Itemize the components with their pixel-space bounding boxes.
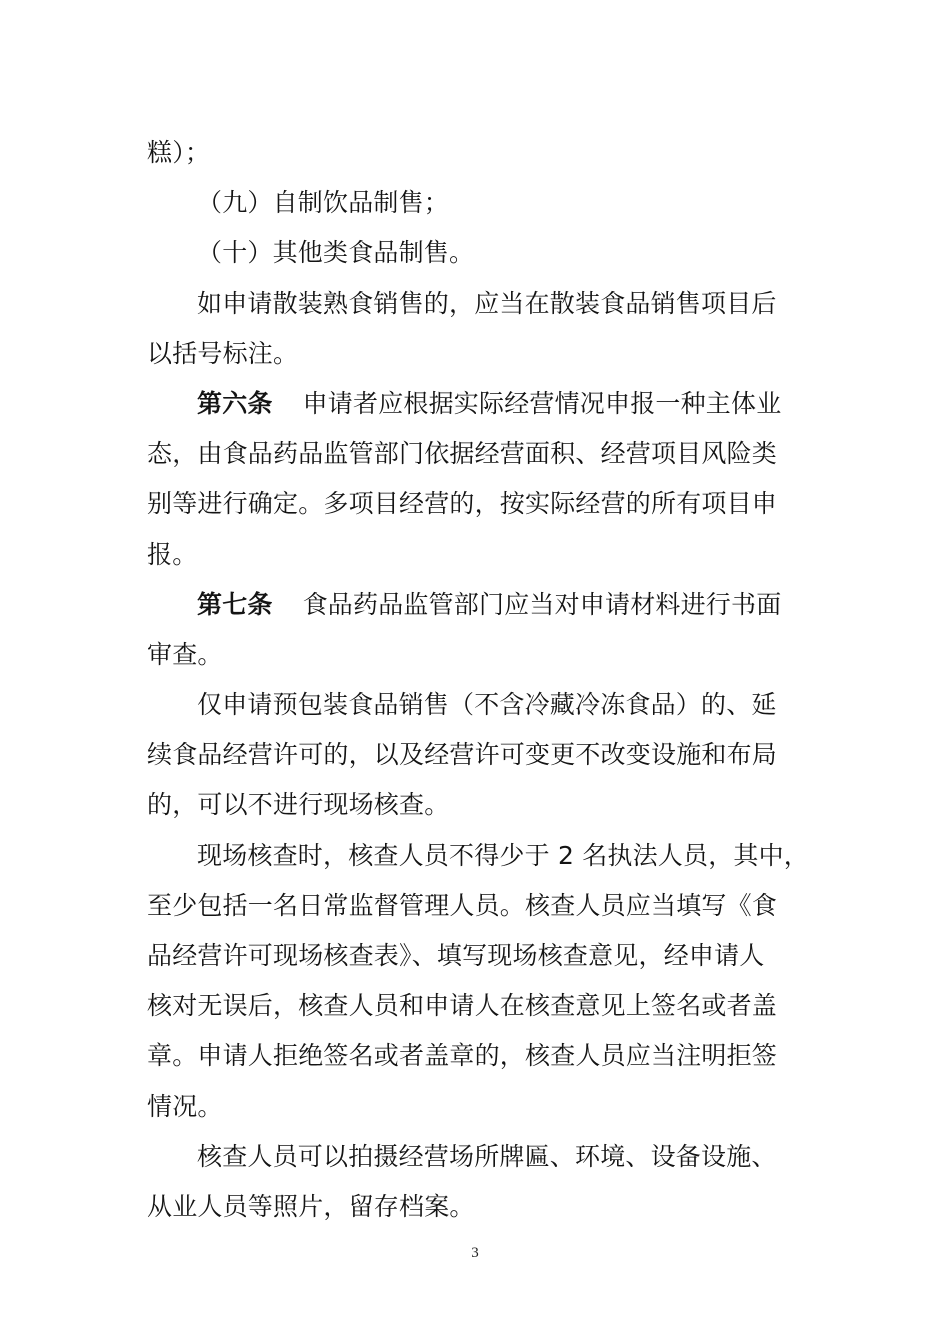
- document-body: [147, 128, 810, 1232]
- paragraph-line: 从业人员等照片，留存档案。: [147, 1191, 475, 1221]
- paragraph-line: 至少包括一名日常监督管理人员。核查人员应当填写《食: [147, 890, 778, 920]
- paragraph-line: 章。申请人拒绝签名或者盖章的，核查人员应当注明拒签: [147, 1041, 778, 1071]
- paragraph-line: 情况。: [147, 1091, 223, 1121]
- paragraph-line: 品经营许可现场核查表》、填写现场核查意见，经申请人: [147, 941, 765, 970]
- article-heading: 第七条: [197, 589, 273, 619]
- list-item: （十）其他类食品制售。: [197, 238, 475, 268]
- page-number: 3: [471, 1245, 479, 1261]
- paragraph-line: 以括号标注。: [147, 338, 299, 368]
- paragraph-line: 现场核查时，核查人员不得少于 2 名执法人员，其中，: [197, 840, 810, 870]
- paragraph-line: 仅申请预包装食品销售（不含冷藏冷冻食品）的、延: [197, 690, 777, 720]
- paragraph-line: 续食品经营许可的，以及经营许可变更不改变设施和布局: [147, 740, 778, 770]
- paragraph-line: 审查。: [147, 639, 223, 669]
- article-text: 申请者应根据实际经营情况申报一种主体业: [302, 388, 782, 418]
- article-7-line: [147, 580, 807, 630]
- article-text: 食品药品监管部门应当对申请材料进行书面: [302, 589, 782, 619]
- paragraph-line: 别等进行确定。多项目经营的，按实际经营的所有项目申: [147, 489, 778, 519]
- paragraph-line: 核查人员可以拍摄经营场所牌匾、环境、设备设施、: [197, 1141, 777, 1171]
- article-heading: 第六条: [197, 388, 273, 418]
- paragraph-line: 报。: [147, 539, 198, 569]
- paragraph-line: 态，由食品药品监管部门依据经营面积、经营项目风险类: [147, 439, 778, 469]
- article-6-line: [147, 379, 807, 429]
- paragraph-line: 核对无误后，核查人员和申请人在核查意见上签名或者盖: [147, 991, 778, 1021]
- paragraph-line: 的，可以不进行现场核查。: [147, 790, 450, 820]
- paragraph-line: 如申请散装熟食销售的，应当在散装食品销售项目后: [197, 288, 777, 318]
- text-line: 糕）；: [147, 138, 211, 167]
- list-item: （九）自制饮品制售；: [197, 188, 450, 218]
